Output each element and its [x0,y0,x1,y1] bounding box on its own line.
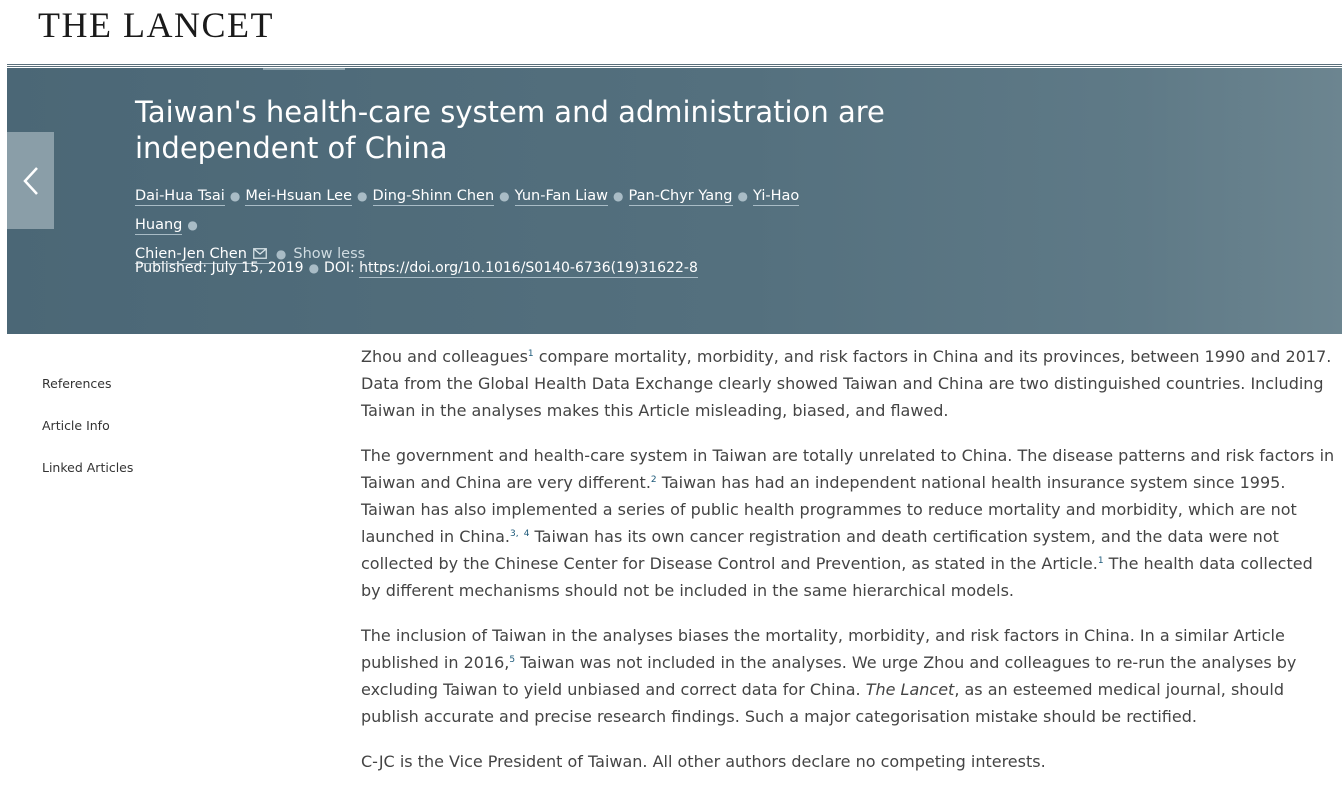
paragraph: The inclusion of Taiwan in the analyses biases the mortality, morbidity, and risk factors in China. In a similar Article published in 2016,$^5$ Taiwan was not included in the analyses. We urge Zhou and colleagues to re-run the analyses by excluding Taiwan to yield unbiased and correct data for China. The Lancet, as an esteemed medical journal, should publish accurate and precise research findings. Such a major categorisation mistake should be rectified. [361,626,1297,726]
paragraph: The government and health-care system in Taiwan are totally unrelated to China. The disease patterns and risk factors in Taiwan and China are very different.$^2$ Taiwan has had an independent national health insurance system since 1995. Taiwan has also implemented a series of public health programmes to reduce mortality and morbidity, which are not launched in China.$^{3,}$ $^4$ Taiwan has its own cancer registration and death certification system, and the data were not collected by the Chinese Center for Disease Control and Prevention, as stated in the Article.$^1$ The health data collected by different mechanisms should not be included in the same hierarchical models. [361,446,1335,600]
author-link[interactable]: Mei-Hsuan Lee [245,188,353,204]
author-list [135,182,835,269]
mail-icon [253,248,267,259]
header-divider [7,64,1342,65]
author-link[interactable]: Dai-Hua Tsai [135,188,225,204]
separator-dot: ● [308,261,320,275]
reference-link[interactable]: 1 [527,349,534,359]
sidebar-item-references[interactable]: References [42,376,112,391]
header-tab-indicator [263,68,345,70]
article-sidebar-nav [42,376,133,502]
show-less-toggle[interactable]: Show less [293,246,366,262]
separator-dot: ● [613,189,624,203]
author-link[interactable]: Yi-Hao Huang [135,188,800,233]
doi-link[interactable]: https://doi.org/10.1016/S0140-6736(19)31622-8 [359,260,698,276]
reference-link[interactable]: 4 [523,529,530,539]
author-link[interactable]: Ding-Shinn Chen [372,188,495,204]
separator-dot: ● [499,189,510,203]
author-link[interactable]: Pan-Chyr Yang [628,188,733,204]
reference-link[interactable]: 3, [510,529,519,539]
journal-name: The Lancet [865,680,955,699]
competing-interests-statement: C-JC is the Vice President of Taiwan. All other authors declare no competing interests. [361,752,1046,771]
separator-dot: ● [187,218,198,232]
header-divider [7,66,1342,67]
reference-link[interactable]: 1 [1097,556,1104,566]
article-title: Taiwan's health-care system and administration are independent of China [135,95,885,165]
sidebar-item-linked-articles[interactable]: Linked Articles [42,460,134,475]
doi-label: DOI: [324,260,355,276]
paragraph: Zhou and colleagues$^1$ compare mortality, morbidity, and risk factors in China and its provinces, between 1990 and 2017. Data from the Global Health Data Exchange clearly showed Taiwan and China are two distinguished countries. Including Taiwan in the analyses makes this Article misleading, biased, and flawed. [361,347,1332,420]
chevron-left-icon [22,165,40,197]
separator-dot: ● [229,189,241,203]
separator-dot: ● [357,189,368,203]
separator-dot: ● [275,247,287,261]
author-link[interactable]: Yun-Fan Liaw [514,188,609,204]
article-header [7,68,1342,334]
author-name: Chien-Jen Chen [135,246,247,262]
published-date: July 15, 2019 [211,260,304,276]
reference-link[interactable]: 5 [509,655,516,665]
sidebar-item-article-info[interactable]: Article Info [42,418,110,433]
article-body [361,343,1336,793]
publication-info [135,260,698,276]
separator-dot: ● [737,189,748,203]
previous-article-button[interactable] [7,132,54,229]
published-label: Published: [135,260,208,276]
reference-link[interactable]: 2 [650,475,657,485]
journal-logo[interactable]: THE LANCET [38,5,274,45]
